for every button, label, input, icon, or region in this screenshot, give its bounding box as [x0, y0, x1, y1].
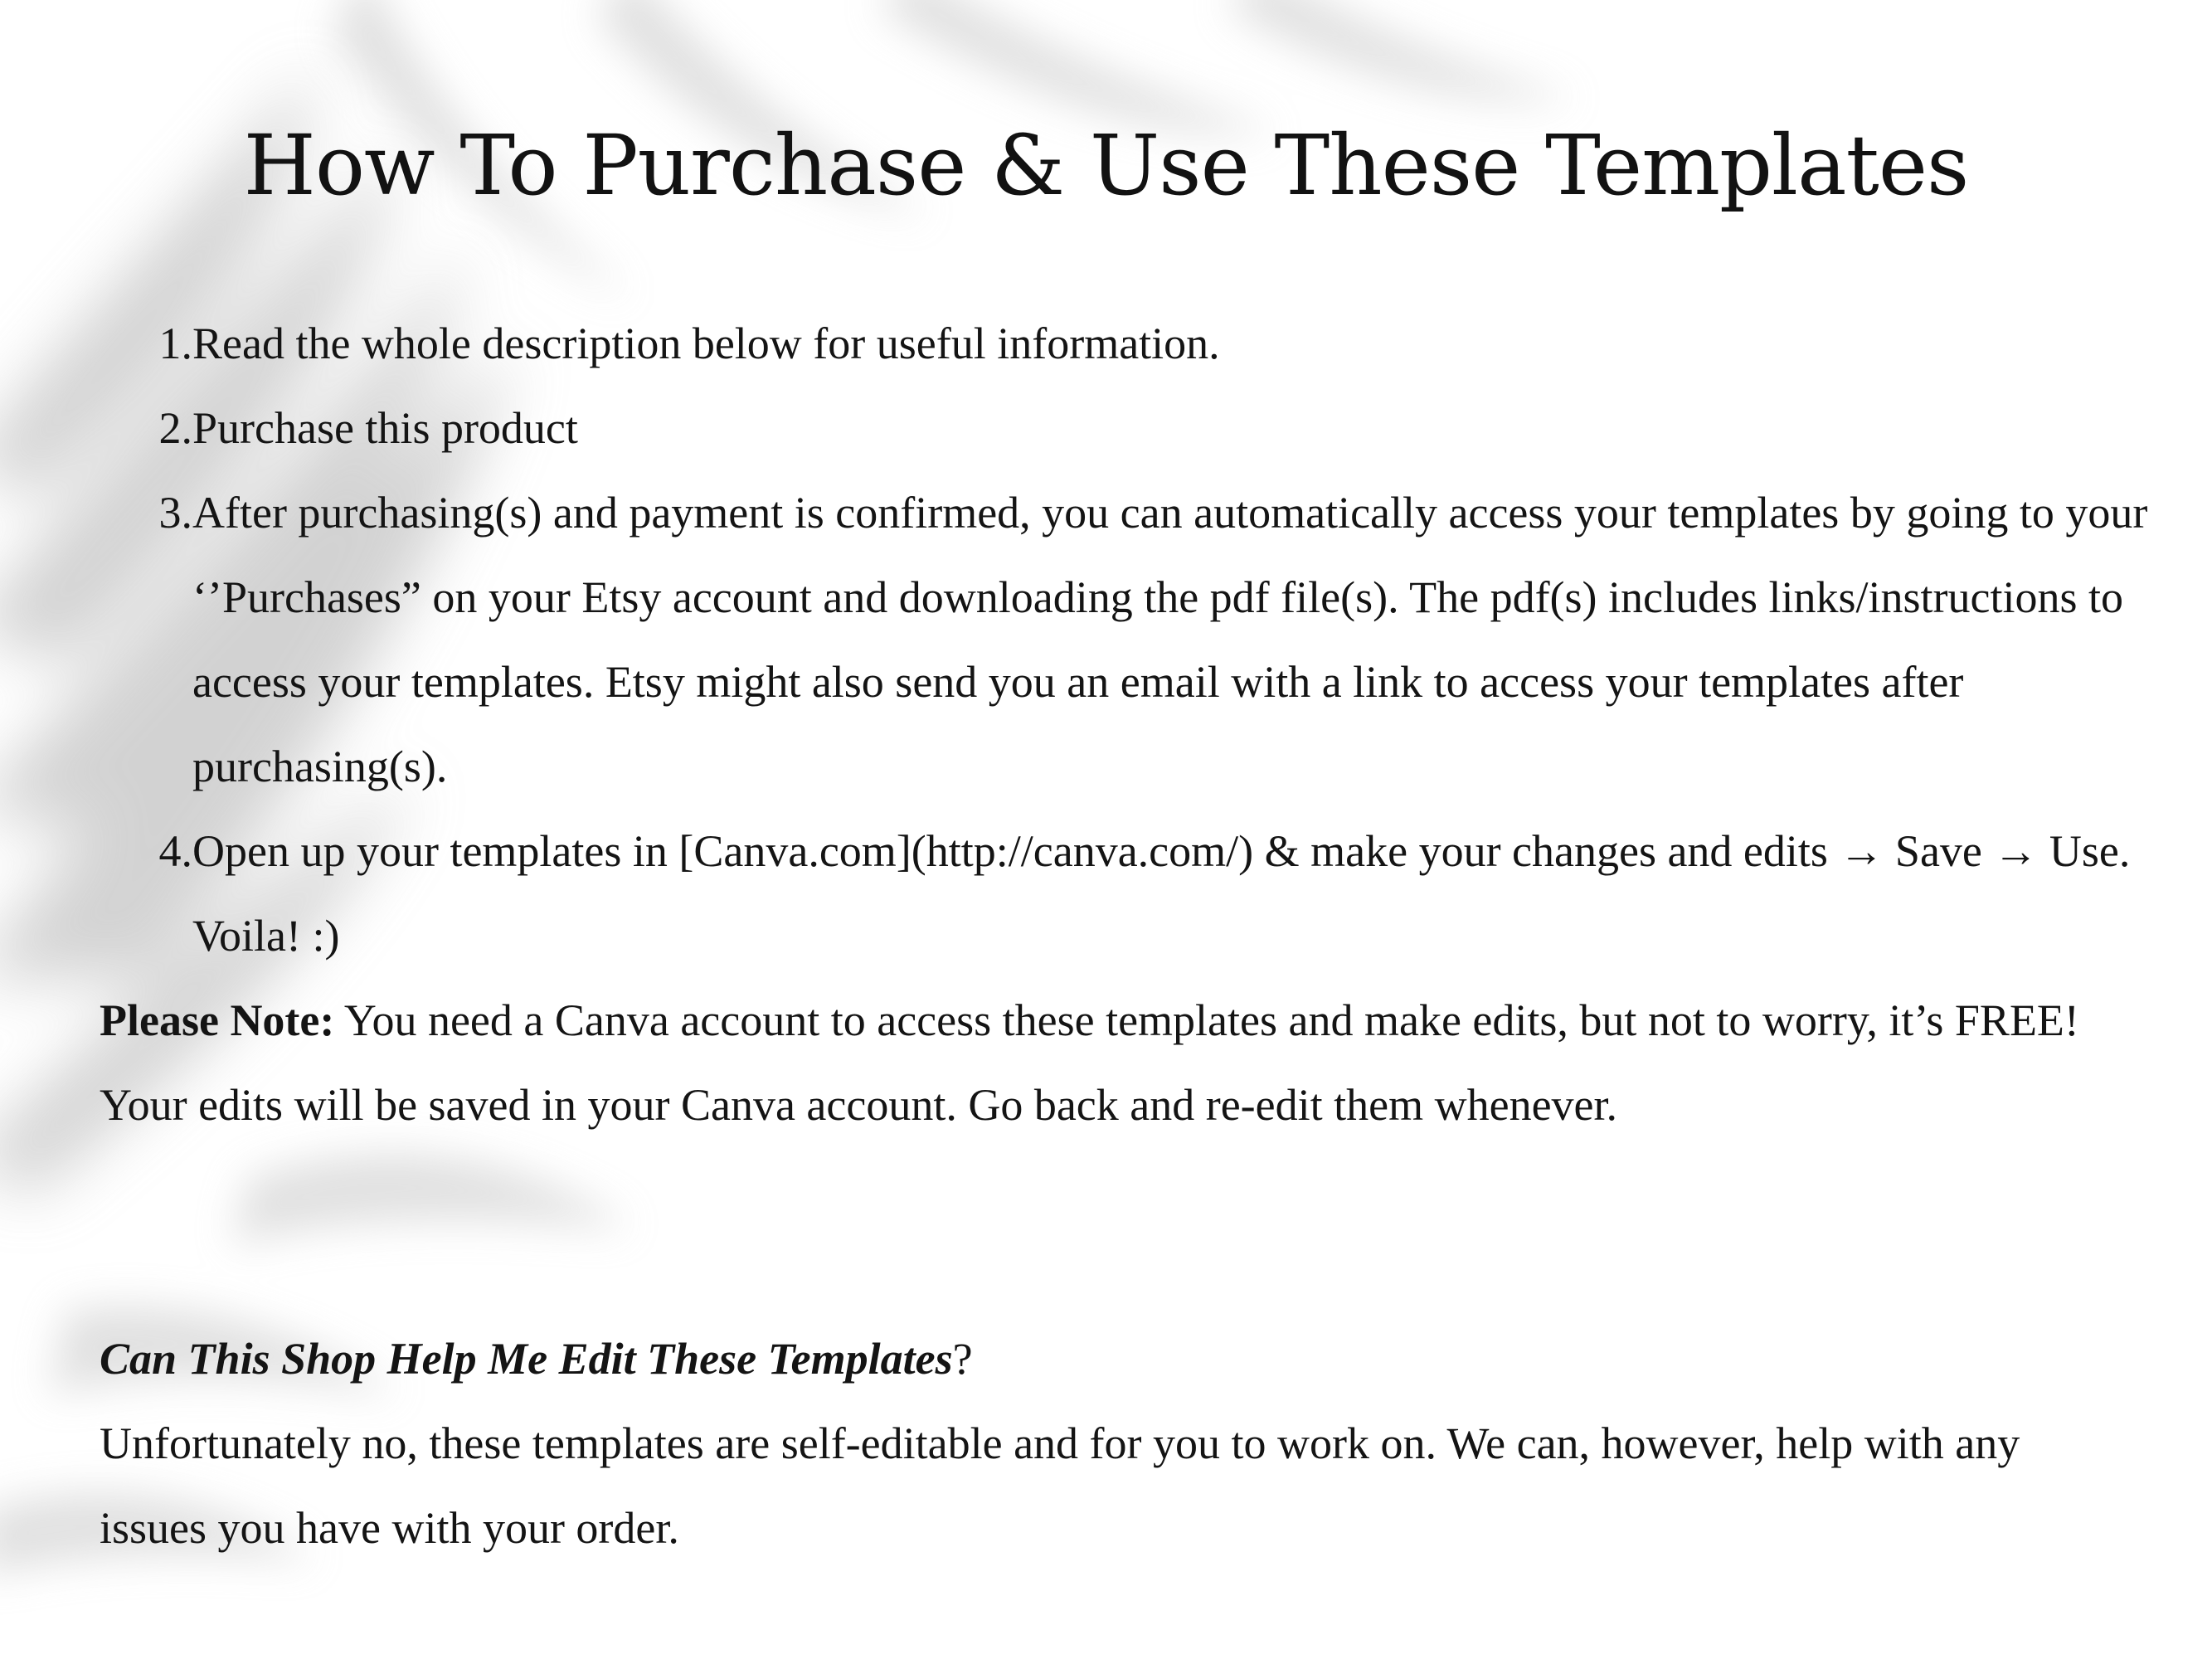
faq-question	[100, 1316, 2123, 1401]
step-text: Open up your templates in [Canva.com](http://canva.com/) & make your changes and edits → Save → Use. Voila! :)	[192, 826, 2131, 961]
faq-answer: Unfortunately no, these templates are self-editable and for you to work on. We can, however, help with any issues you have with your order.	[100, 1418, 2020, 1553]
step-number: 3.	[158, 488, 192, 538]
page-title: How To Purchase & Use These Templates	[243, 117, 1969, 214]
step-text: Purchase this product	[192, 403, 578, 453]
note-label: Please Note:	[100, 995, 335, 1045]
step-number: 1.	[158, 319, 192, 368]
step-item	[141, 809, 2148, 978]
step-item	[141, 386, 2148, 470]
step-text: After purchasing(s) and payment is confirmed, you can automatically access your templates by going to your ‘’Purchases” on your Etsy account and downloading the pdf file(s). The pdf(s) includes links/instructions to access your templates. Etsy might also send you an email with a link to access your templates after purchasing(s).	[192, 488, 2148, 791]
instruction-steps	[141, 301, 2148, 978]
step-number: 4.	[158, 826, 192, 876]
step-text: Read the whole description below for useful information.	[192, 319, 1220, 368]
note-text: You need a Canva account to access these templates and make edits, but not to worry, it’s FREE! Your edits will be saved in your Canva account. Go back and re-edit them whenever.	[100, 995, 2079, 1130]
please-note-paragraph	[100, 978, 2123, 1147]
faq-question-mark: ?	[952, 1334, 973, 1384]
step-number: 2.	[158, 403, 192, 453]
faq-question-text: Can This Shop Help Me Edit These Templates	[100, 1334, 953, 1384]
step-item	[141, 470, 2148, 809]
step-item	[141, 301, 2148, 386]
